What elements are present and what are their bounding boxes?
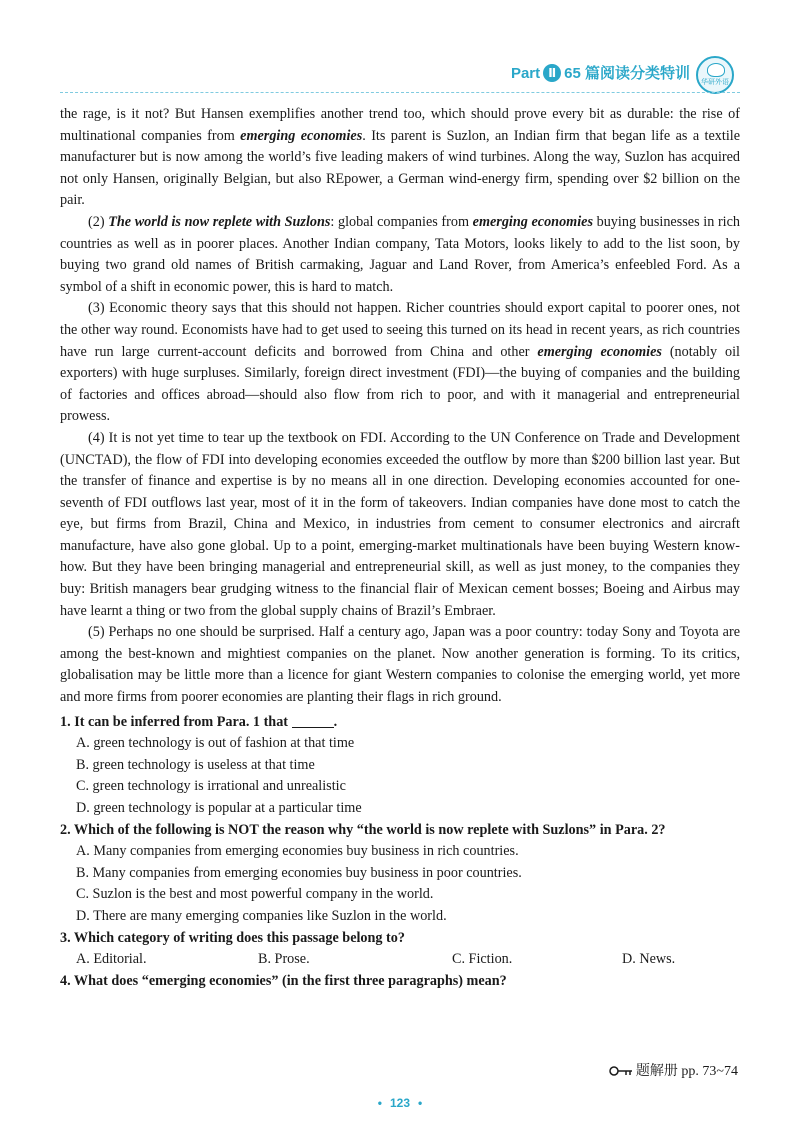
question-1-period: . xyxy=(333,713,338,730)
part-label: Part xyxy=(510,65,541,82)
question-2-option-a[interactable]: A. Many companies from emerging economies buy business in rich countries. xyxy=(76,843,519,860)
page-header xyxy=(0,0,800,100)
question-3-options xyxy=(60,949,740,971)
passage-paragraph-continued xyxy=(60,104,740,212)
question-3-stem: 3. Which category of writing does this passage belong to? xyxy=(60,929,405,946)
paragraph-text-run: (2) xyxy=(88,213,109,230)
question-1-option-c[interactable]: C. green technology is irrational and unrealistic xyxy=(76,778,346,795)
paragraph-text-run: . Its parent is Suzlon, an Indian firm that began life as a textile manufacturer but is now among the world’s five leading makers of wind turbines. Along the way, Suzlon has acquired not only Hansen, originally Belgian, but also REpower, a German wind-energy firm, spending over $2 billion on the pair. xyxy=(60,127,740,209)
paragraph-text-run: the rage, is it not? But Hansen exemplifies another trend too, which should prove every bit as durable: the rise of multinational companies from xyxy=(60,106,740,144)
part-roman-badge: Ⅱ xyxy=(543,64,561,82)
question-1-option-d[interactable]: D. green technology is popular at a particular time xyxy=(76,800,362,816)
page-number-dot-right: • xyxy=(418,1096,423,1110)
header-title xyxy=(511,62,690,83)
question-2-stem: 2. Which of the following is NOT the reason why “the world is now replete with Suzlons” in Para. 2? xyxy=(60,821,666,838)
question-3-option-c[interactable]: C. Fiction. xyxy=(452,951,513,968)
question-3 xyxy=(60,928,740,971)
question-3-option-b[interactable]: B. Prose. xyxy=(258,951,310,968)
question-2 xyxy=(60,820,740,928)
page-number-dot-left: • xyxy=(377,1096,382,1110)
question-1-option-a[interactable]: A. green technology is out of fashion at that time xyxy=(76,735,355,752)
paragraph-text-run: : global companies from xyxy=(330,213,473,230)
question-4-stem: 4. What does “emerging economies” (in the first three paragraphs) mean? xyxy=(60,972,507,989)
passage-paragraph-3 xyxy=(60,298,740,428)
passage-paragraph-5 xyxy=(60,622,740,708)
page-number-value: 123 xyxy=(389,1096,411,1110)
answer-reference xyxy=(609,1060,738,1080)
logo-face-shape xyxy=(707,63,725,77)
header-divider xyxy=(60,92,740,93)
question-1-stem xyxy=(60,712,740,734)
passage-paragraph-4 xyxy=(60,428,740,622)
question-3-option-a[interactable]: A. Editorial. xyxy=(76,951,147,968)
main-content xyxy=(60,104,740,992)
question-3-option-d[interactable]: D. News. xyxy=(622,951,676,968)
book-title: 65 篇阅读分类特训 xyxy=(564,65,690,82)
question-2-option-c[interactable]: C. Suzlon is the best and most powerful company in the world. xyxy=(76,886,434,903)
question-1 xyxy=(60,712,740,820)
key-icon xyxy=(609,1065,633,1077)
publisher-logo-icon xyxy=(696,56,734,94)
question-1-text: 1. It can be inferred from Para. 1 that xyxy=(60,713,289,730)
emphasized-phrase: The world is now replete with Suzlons xyxy=(108,213,331,230)
logo-text: 华研外语 xyxy=(701,78,729,86)
question-2-option-b[interactable]: B. Many companies from emerging economies buy business in poor countries. xyxy=(76,864,522,881)
passage-paragraph-2 xyxy=(60,212,740,298)
paragraph-text-run: (notably oil exporters) with huge surpluses. Similarly, foreign direct investment (FDI)—the buying of companies and the building of factories and offices abroad—should also flow from rich to poor, and with it managerial and entrepreneurial prowess. xyxy=(60,343,740,425)
answer-reference-text: 题解册 pp. 73~74 xyxy=(635,1064,738,1079)
question-1-option-b[interactable]: B. green technology is useless at that time xyxy=(76,756,315,773)
paragraph-text-run: (5) Perhaps no one should be surprised. Half a century ago, Japan was a poor country: today Sony and Toyota are among the best-known and mightiest companies on the planet. Now another generation is forming. To its critics, globalisation may be little more than a licence for giant Western companies to colonise the emerging world, yet more and more firms from poorer economies are planting their flags in rich ground. xyxy=(60,624,740,706)
emphasized-phrase: emerging economies xyxy=(240,127,363,144)
paragraph-text-run: (4) It is not yet time to tear up the textbook on FDI. According to the UN Conference on Trade and Development (UNCTAD), the flow of FDI into developing economies exceeded the outflow by more than $200 billion last year. But the transfer of finance and expertise is by no means all in one direction. Developing economies accounted for one-seventh of FDI outflows last year, most of it in the form of takeovers. Indian companies have done most to catch the eye, but firms from Brazil, China and Mexico, in industries from cement to consumer electronics and aircraft manufacture, have also gone global. Up to a point, emerging-market multinationals have been buying Western know-how. But they have been bringing managerial and entrepreneurial skill, as well as just money, to the companies they buy: British managers bear grudging witness to the financial flair of Mexican cement bosses; Boeing and Airbus may have learnt a thing or two from the global supply chains of Brazil’s Embraer. xyxy=(60,429,740,619)
paragraph-text-run: (3) Economic theory says that this should not happen. Richer countries should export capital to poorer ones, not the other way round. Economists have had to get used to seeing this turned on its head in recent years, as rich countries have run large current-account deficits and borrowed from China and other xyxy=(60,300,740,360)
paragraph-text-run: buying businesses in rich countries as well as in poorer places. Another Indian company, Tata Motors, looks likely to add to the list soon, by buying two grand old names of British carmaking, Jaguar and Land Rover, from America’s enfeebled Ford. As a symbol of a shift in economic power, this is hard to match. xyxy=(60,213,740,295)
page-number xyxy=(0,1096,800,1110)
question-2-option-d[interactable]: D. There are many emerging companies like Suzlon in the world. xyxy=(76,907,447,924)
emphasized-phrase: emerging economies xyxy=(472,213,593,230)
answer-blank xyxy=(292,713,334,728)
emphasized-phrase: emerging economies xyxy=(537,343,662,360)
question-4 xyxy=(60,971,740,993)
